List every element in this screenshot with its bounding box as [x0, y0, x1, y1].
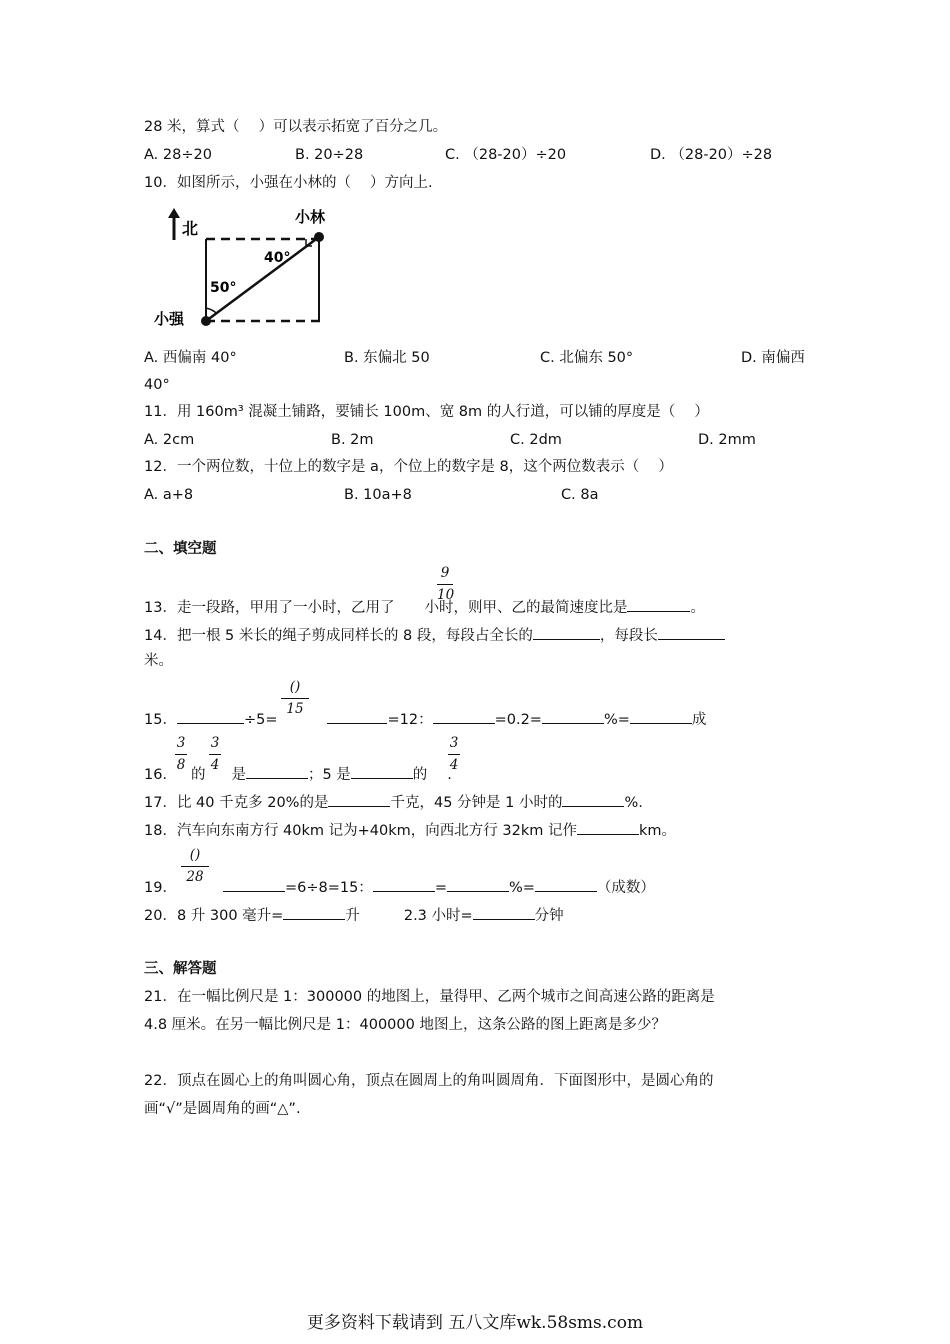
q9-stem-tail: 28 米，算式（ ）可以表示拓宽了百分之几。	[144, 119, 448, 135]
q19-fraction-numerator: ()	[189, 847, 201, 863]
q20-line: 20．8 升 300 毫升= 升 2.3 小时= 分钟	[144, 904, 564, 926]
q13-fraction-numerator: 9	[440, 565, 450, 581]
q12-option-c: C. 8a	[561, 487, 599, 503]
q16-fraction-2: 3 4	[210, 735, 220, 773]
q10-option-c: C. 北偏东 50°	[540, 350, 634, 366]
q19-blank-3[interactable]	[447, 876, 509, 892]
q18-line: 18．汽车向东南方行 40km 记为+40km，向西北方行 32km 记作 km。	[144, 819, 676, 841]
q10-stem: 10．如图所示，小强在小林的（ ）方向上.	[144, 175, 433, 191]
angle-label-50: 50°	[210, 280, 237, 296]
section-2-heading: 二、填空题	[144, 541, 217, 557]
q21-line-1: 21．在一幅比例尺是 1：300000 的地图上，量得甲、乙两个城市之间高速公路的距离是	[144, 989, 715, 1005]
connecting-line	[206, 237, 319, 321]
q14-line-2: 米。	[144, 653, 173, 669]
q20-blank-1[interactable]	[283, 904, 345, 920]
xiaolin-label: 小林	[295, 208, 326, 226]
q15-blank-2[interactable]	[327, 708, 387, 724]
q16-blank-2[interactable]	[351, 763, 413, 779]
north-arrow-icon	[168, 208, 180, 218]
q11-stem: 11．用 160m³ 混凝土铺路，要铺长 100m、宽 8m 的人行道，可以铺的厚度是（ ）	[144, 404, 709, 420]
q17-blank-1[interactable]	[328, 791, 390, 807]
q9-option-a: A. 28÷20	[144, 147, 212, 163]
q19-line: 19． =6÷8=15： = %= （成数）	[144, 876, 655, 898]
footer-watermark: 更多资料下载请到 五八文库wk.58sms.com	[306, 1313, 644, 1333]
q17-blank-2[interactable]	[562, 791, 624, 807]
q20-blank-2[interactable]	[473, 904, 535, 920]
q15-blank-4[interactable]	[542, 708, 604, 724]
q13-blank[interactable]	[627, 596, 690, 612]
q15-blank-5[interactable]	[630, 708, 692, 724]
q13-fraction-denominator: 10	[437, 587, 455, 603]
q11-option-b: B. 2m	[331, 432, 374, 448]
q19-blank-4[interactable]	[535, 876, 597, 892]
q16-fraction-3: 3 4	[449, 735, 459, 773]
q18-blank[interactable]	[577, 819, 639, 835]
q9-option-c: C. （28-20）÷20	[445, 147, 567, 163]
q13-line: 13．走一段路，甲用了一小时，乙用了 小时，则甲、乙的最简速度比是 。	[144, 596, 705, 618]
q14-blank-2[interactable]	[658, 624, 725, 640]
q14-line: 14．把一根 5 米长的绳子剪成同样长的 8 段，每段占全长的 ，每段长	[144, 624, 725, 646]
q16-fraction-1: 3 8	[176, 735, 186, 773]
q11-option-c: C. 2dm	[510, 432, 562, 448]
q15-fraction-numerator: ()	[289, 679, 301, 695]
q12-option-b: B. 10a+8	[344, 487, 412, 503]
north-label: 北	[182, 219, 199, 238]
section-3-heading: 三、解答题	[144, 961, 217, 977]
q10-option-a: A. 西偏南 40°	[144, 350, 237, 366]
q9-option-d: D. （28-20）÷28	[650, 147, 773, 163]
xiaoqiang-point	[201, 316, 211, 326]
q17-line: 17．比 40 千克多 20%的是 千克，45 分钟是 1 小时的 %.	[144, 791, 643, 813]
q22-line-2: 画“√”是圆周角的画“△”.	[144, 1101, 301, 1117]
direction-diagram	[154, 200, 337, 332]
q11-option-d: D. 2mm	[698, 432, 756, 448]
q15-blank-1[interactable]	[177, 708, 244, 724]
q10-option-d-cont: 40°	[144, 377, 170, 393]
q11-option-a: A. 2cm	[144, 432, 195, 448]
q12-option-a: A. a+8	[144, 487, 194, 503]
q19-fraction-denominator: 28	[186, 869, 204, 885]
q22-line-1: 22．顶点在圆心上的角叫圆心角，顶点在圆周上的角叫圆周角．下面图形中，是圆心角的	[144, 1073, 714, 1089]
q19-blank-1[interactable]	[223, 876, 285, 892]
angle-mark-bottom	[206, 308, 217, 314]
xiaoqiang-label: 小强	[154, 310, 185, 328]
q14-blank-1[interactable]	[533, 624, 600, 640]
q9-option-b: B. 20÷28	[295, 147, 364, 163]
direction-diagram-svg	[154, 200, 337, 332]
xiaolin-point	[314, 232, 324, 242]
q15-fraction-denominator: 15	[286, 701, 304, 717]
q10-option-b: B. 东偏北 50	[344, 350, 430, 366]
q19-blank-2[interactable]	[373, 876, 435, 892]
angle-label-40: 40°	[264, 250, 291, 266]
q10-option-d: D. 南偏西	[741, 350, 805, 366]
q15-blank-3[interactable]	[433, 708, 495, 724]
q16-line: 16． 的 是 ；5 是 的 .	[144, 763, 452, 785]
q12-stem: 12．一个两位数，十位上的数字是 a，个位上的数字是 8，这个两位数表示（ ）	[144, 459, 673, 475]
q16-blank-1[interactable]	[246, 763, 308, 779]
q15-line: 15． ÷5= =12： =0.2= %= 成	[144, 708, 706, 730]
q21-line-2: 4.8 厘米。在另一幅比例尺是 1：400000 地图上，这条公路的图上距离是多少？	[144, 1017, 666, 1033]
